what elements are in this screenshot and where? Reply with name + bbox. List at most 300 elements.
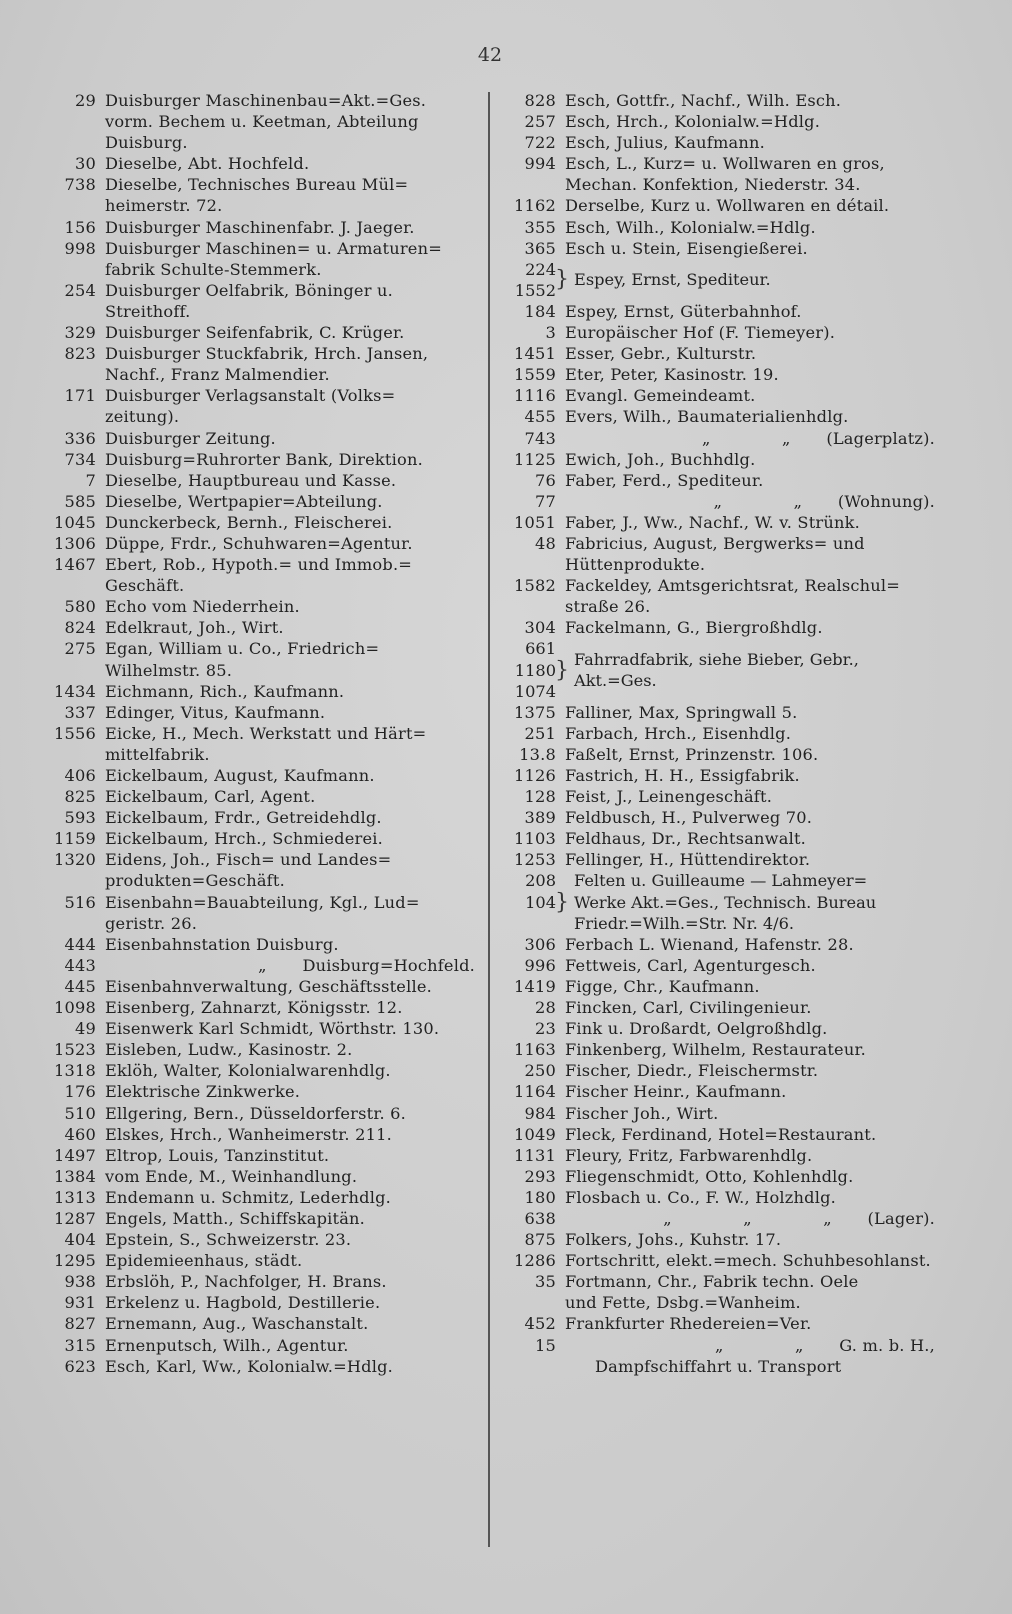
phone-number: 638: [524, 1208, 556, 1228]
list-item: [40, 1103, 475, 1124]
entry-line: Fortmann, Chr., Fabrik techn. Oele: [565, 1272, 859, 1292]
phone-number: 623: [64, 1356, 96, 1376]
entry-text: [105, 280, 475, 322]
entry-line: Endemann u. Schmitz, Lederhdlg.: [105, 1187, 392, 1207]
ditto-mark: „: [258, 955, 267, 975]
entry-line: Eisenbahnverwaltung, Geschäftsstelle.: [105, 976, 432, 996]
list-item: [500, 491, 935, 512]
phone-number: 996: [524, 955, 556, 975]
entry-line: Farbach, Hrch., Eisenhdlg.: [565, 723, 792, 743]
entry-text: [105, 1271, 475, 1292]
phone-number: 30: [75, 154, 96, 174]
phone-number: 23: [535, 1019, 556, 1039]
entry-line-text: (Wohnung).: [837, 491, 935, 511]
entry-text: [565, 828, 935, 849]
list-item: [40, 1250, 475, 1271]
grouped-entry: [500, 870, 935, 933]
entry-text: [565, 1335, 935, 1377]
phone-number: 1582: [514, 576, 556, 596]
entry-line: Duisburger Zeitung.: [105, 428, 276, 448]
entry-text: [105, 1292, 475, 1313]
list-item: [500, 765, 935, 786]
entry-text: [565, 1124, 935, 1145]
phone-number: 1162: [514, 196, 556, 216]
list-item: [40, 723, 475, 765]
list-item: [40, 280, 475, 322]
entry-text: [565, 786, 935, 807]
entry-line: Fortschritt, elekt.=mech. Schuhbesohlanst.: [565, 1251, 931, 1271]
entry-text: [105, 1039, 475, 1060]
phone-number: 1180: [514, 660, 556, 680]
entry-line: Fellinger, H., Hüttendirektor.: [565, 850, 811, 870]
list-item: [500, 1229, 935, 1250]
entry-line: Ewich, Joh., Buchhdlg.: [565, 449, 756, 469]
entry-text: [565, 1187, 935, 1208]
entry-line: Mechan. Konfektion, Niederstr. 34.: [565, 175, 861, 195]
entry-line: vorm. Bechem u. Keetman, Abteilung: [105, 112, 419, 132]
entry-line: Fischer Joh., Wirt.: [565, 1103, 719, 1123]
list-item: [40, 428, 475, 449]
phone-number: 306: [524, 934, 556, 954]
entry-text: [105, 997, 475, 1018]
phone-number: 743: [524, 428, 556, 448]
entry-line: Eickelbaum, August, Kaufmann.: [105, 766, 375, 785]
list-item: [40, 596, 475, 617]
entry-text: [105, 1313, 475, 1334]
entry-line: Duisburger Seifenfabrik, C. Krüger.: [105, 323, 405, 343]
entry-text: [565, 1250, 935, 1271]
phone-number: 35: [535, 1272, 556, 1292]
entry-line: Egan, William u. Co., Friedrich=: [105, 639, 380, 659]
list-item: [500, 723, 935, 744]
entry-text: [565, 195, 935, 216]
phone-number: 994: [524, 154, 556, 174]
left-column: [40, 90, 475, 1377]
entry-line: mittelfabrik.: [105, 744, 210, 764]
entry-text: [105, 217, 475, 238]
list-item: [40, 385, 475, 427]
entry-line: Geschäft.: [105, 576, 185, 596]
list-item: [40, 1081, 475, 1102]
entry-line: Duisburger Maschinenfabr. J. Jaeger.: [105, 217, 415, 237]
phone-number: 828: [524, 91, 556, 110]
list-item: [40, 807, 475, 828]
phone-number: 593: [64, 808, 96, 828]
list-item: [500, 702, 935, 723]
entry-line: Felten u. Guilleaume — Lahmeyer=: [574, 871, 868, 891]
list-item: [40, 491, 475, 512]
phone-number: 257: [524, 112, 556, 132]
list-item: [40, 238, 475, 280]
phone-number: 1552: [514, 280, 556, 300]
list-item: [40, 217, 475, 238]
phone-number: 49: [75, 1019, 96, 1039]
entry-text: [105, 934, 475, 955]
phone-number: 827: [64, 1314, 96, 1334]
list-item: [40, 1166, 475, 1187]
list-item: [500, 217, 935, 238]
list-item: [40, 322, 475, 343]
entry-line: Eickelbaum, Hrch., Schmiederei.: [105, 829, 383, 849]
entry-line: Fastrich, H. H., Essigfabrik.: [565, 766, 800, 785]
phone-number: 823: [64, 344, 96, 364]
entry-text: [565, 132, 935, 153]
phone-number: 1098: [54, 998, 96, 1018]
phone-number: 1306: [54, 533, 96, 553]
entry-line: Duisburg=Ruhrorter Bank, Direktion.: [105, 449, 423, 469]
phone-number: 1523: [54, 1040, 96, 1060]
entry-line: Hüttenprodukte.: [565, 555, 706, 575]
entry-text: [565, 153, 935, 195]
entry-text: [105, 828, 475, 849]
list-item: [500, 1103, 935, 1124]
phone-number: 516: [64, 892, 96, 912]
entry-line-text: G. m. b. H.,: [839, 1335, 935, 1355]
entry-text: [565, 1060, 935, 1081]
list-item: [500, 322, 935, 343]
entry-line: Duisburger Oelfabrik, Böninger u.: [105, 280, 393, 300]
column-divider: [488, 92, 490, 1547]
entry-text: [105, 786, 475, 807]
entry-line: Eisenbahn=Bauabteilung, Kgl., Lud=: [105, 892, 420, 912]
phone-number: 875: [524, 1230, 556, 1250]
phone-number: 293: [524, 1166, 556, 1186]
entry-text: [565, 364, 935, 385]
entry-text: [105, 955, 475, 976]
entry-line: Nachf., Franz Malmendier.: [105, 365, 330, 385]
entry-line: Fleck, Ferdinand, Hotel=Restaurant.: [565, 1124, 877, 1144]
entry-text: [565, 617, 935, 638]
ditto-mark: „: [702, 428, 711, 448]
phone-number: 7: [85, 470, 96, 490]
phone-number: 1559: [514, 365, 556, 385]
entry-line: Dieselbe, Hauptbureau und Kasse.: [105, 470, 397, 490]
entry-line: [565, 491, 935, 512]
phone-number: 1074: [514, 681, 556, 701]
entry-line-text: (Lager).: [867, 1208, 935, 1228]
entry-text: [565, 934, 935, 955]
entry-text: [105, 238, 475, 280]
entry-text: [105, 1060, 475, 1081]
list-item: [500, 1187, 935, 1208]
entry-line: Erbslöh, P., Nachfolger, H. Brans.: [105, 1272, 387, 1292]
list-item: [40, 892, 475, 934]
entry-line: Streithoff.: [105, 301, 191, 321]
entry-text: [105, 533, 475, 554]
entry-line: Fischer, Diedr., Fleischermstr.: [565, 1061, 819, 1081]
entry-text: [105, 596, 475, 617]
list-item: [40, 1039, 475, 1060]
entry-text: [565, 111, 935, 132]
right-column: [500, 90, 935, 1377]
list-item: [500, 512, 935, 533]
entry-text: [565, 744, 935, 765]
list-item: [500, 1060, 935, 1081]
entry-text: [565, 1081, 935, 1102]
entry-line: [565, 1208, 935, 1229]
entry-line: zeitung).: [105, 407, 180, 427]
phone-number: 1131: [514, 1145, 556, 1165]
entry-text: [105, 976, 475, 997]
entry-text: [565, 470, 935, 491]
entry-line: Dunckerbeck, Bernh., Fleischerei.: [105, 512, 393, 532]
phone-number: 1045: [54, 512, 96, 532]
entry-text: [105, 449, 475, 470]
list-item: [40, 1018, 475, 1039]
list-item: [40, 997, 475, 1018]
entry-line: Flosbach u. Co., F. W., Holzhdlg.: [565, 1187, 836, 1207]
entry-line: Duisburger Stuckfabrik, Hrch. Jansen,: [105, 344, 429, 364]
entry-text: [105, 723, 475, 765]
list-item: [500, 533, 935, 575]
phone-number: 452: [524, 1314, 556, 1334]
phone-number: 156: [64, 217, 96, 237]
list-item: [40, 617, 475, 638]
entry-line: produkten=Geschäft.: [105, 871, 285, 891]
entry-numbers: [500, 870, 556, 933]
grouped-entry: [500, 259, 935, 301]
phone-number: 250: [524, 1061, 556, 1081]
entry-line: Eisenbahnstation Duisburg.: [105, 934, 339, 954]
entry-line: [565, 428, 935, 449]
entry-line: Eklöh, Walter, Kolonialwarenhdlg.: [105, 1061, 391, 1081]
phone-number: 406: [64, 766, 96, 785]
entry-line: Duisburger Maschinen= u. Armaturen=: [105, 238, 442, 258]
list-item: [500, 997, 935, 1018]
entry-line: Fincken, Carl, Civilingenieur.: [565, 998, 812, 1018]
entry-text: [105, 1208, 475, 1229]
phone-number: 825: [64, 787, 96, 807]
list-item: [500, 343, 935, 364]
entry-line: Akt.=Ges.: [574, 671, 657, 691]
entry-line: [105, 955, 475, 976]
entry-line: Ferbach L. Wienand, Hafenstr. 28.: [565, 934, 854, 954]
entry-line: Werke Akt.=Ges., Technisch. Bureau: [574, 892, 877, 912]
entry-line: vom Ende, M., Weinhandlung.: [105, 1166, 358, 1186]
phone-number: 1497: [54, 1145, 96, 1165]
entry-line: Fabricius, August, Bergwerks= und: [565, 533, 865, 553]
entry-line: Wilhelmstr. 85.: [105, 660, 233, 680]
list-item: [500, 1039, 935, 1060]
phone-number: 1318: [54, 1061, 96, 1081]
entry-line: Esch u. Stein, Eisengießerei.: [565, 238, 808, 258]
entry-line: Ebert, Rob., Hypoth.= und Immob.=: [105, 555, 413, 575]
phone-number: 938: [64, 1272, 96, 1292]
phone-number: 984: [524, 1103, 556, 1123]
entry-text: [105, 681, 475, 702]
ditto-mark: „: [743, 1208, 752, 1228]
entry-text: [105, 617, 475, 638]
entry-line: Duisburger Verlagsanstalt (Volks=: [105, 386, 396, 406]
phone-number: 445: [64, 976, 96, 996]
phone-number: 254: [64, 280, 96, 300]
entry-text: [105, 428, 475, 449]
phone-number: 931: [64, 1293, 96, 1313]
entry-text: [105, 1356, 475, 1377]
entry-text: [105, 807, 475, 828]
entry-text: [565, 702, 935, 723]
list-item: [40, 533, 475, 554]
brace-icon: }: [555, 267, 569, 293]
entry-text: [565, 301, 935, 322]
phone-number: 404: [64, 1230, 96, 1250]
entry-line: Eisenberg, Zahnarzt, Königsstr. 12.: [105, 998, 403, 1018]
entry-line: Epidemieenhaus, städt.: [105, 1251, 303, 1271]
phone-number: 184: [524, 301, 556, 321]
entry-text: [568, 259, 935, 301]
phone-number: 389: [524, 808, 556, 828]
entry-line: Edelkraut, Joh., Wirt.: [105, 618, 284, 638]
entry-line: Fahrradfabrik, siehe Bieber, Gebr.,: [574, 649, 859, 669]
list-item: [500, 976, 935, 997]
entry-text: [565, 849, 935, 870]
phone-number: 29: [75, 91, 96, 110]
entry-text: [105, 892, 475, 934]
entry-text: [565, 1229, 935, 1250]
list-item: [500, 1166, 935, 1187]
entry-text: [105, 491, 475, 512]
entry-text: [105, 1124, 475, 1145]
phone-number: 1163: [514, 1040, 556, 1060]
entry-text: [105, 512, 475, 533]
page-number: 42: [477, 44, 503, 66]
entry-text: [565, 1166, 935, 1187]
entry-text: [565, 1208, 935, 1229]
list-item: [40, 1145, 475, 1166]
entry-line: Ernemann, Aug., Waschanstalt.: [105, 1314, 369, 1334]
list-item: [500, 153, 935, 195]
entry-line: Feldhaus, Dr., Rechtsanwalt.: [565, 829, 807, 849]
phone-number: 1434: [54, 681, 96, 701]
list-item: [40, 849, 475, 891]
entry-text: [105, 1166, 475, 1187]
ditto-mark: „: [782, 428, 791, 448]
entry-text: [565, 533, 935, 575]
phone-number: 1287: [54, 1208, 96, 1228]
ditto-mark: „: [794, 1335, 804, 1355]
entry-text: [565, 491, 935, 512]
phone-number: 224: [525, 259, 556, 279]
list-item: [500, 449, 935, 470]
list-item: [500, 364, 935, 385]
entry-line: Edinger, Vitus, Kaufmann.: [105, 702, 326, 722]
entry-line: Figge, Chr., Kaufmann.: [565, 976, 760, 996]
phone-number: 171: [64, 386, 96, 406]
entry-line: Finkenberg, Wilhelm, Restaurateur.: [565, 1040, 866, 1060]
entry-text: [565, 512, 935, 533]
phone-number: 77: [535, 491, 556, 511]
entry-line: Europäischer Hof (F. Tiemeyer).: [565, 323, 836, 343]
phone-number: 336: [64, 428, 96, 448]
list-item: [40, 955, 475, 976]
ditto-mark: „: [713, 491, 723, 511]
entry-line: Evangl. Gemeindeamt.: [565, 386, 756, 406]
ditto-mark: „: [714, 1335, 724, 1355]
entry-line-text: Duisburg=Hochfeld.: [302, 955, 475, 975]
list-item: [40, 554, 475, 596]
entry-line: Eisenwerk Karl Schmidt, Wörthstr. 130.: [105, 1019, 440, 1039]
entry-line: Esch, Gottfr., Nachf., Wilh. Esch.: [565, 91, 842, 110]
entry-line: Echo vom Niederrhein.: [105, 597, 300, 617]
entry-text: [105, 765, 475, 786]
entry-line: Feist, J., Leinengeschäft.: [565, 787, 773, 807]
entry-line: Duisburger Maschinenbau=Akt.=Ges.: [105, 91, 427, 110]
entry-text: [568, 870, 935, 933]
phone-number: 1419: [514, 976, 556, 996]
list-item: [40, 174, 475, 216]
entry-line: Derselbe, Kurz u. Wollwaren en détail.: [565, 196, 890, 216]
list-item: [500, 406, 935, 427]
entry-line-text: (Lagerplatz).: [826, 428, 935, 448]
entry-text: [565, 406, 935, 427]
entry-line: [565, 1335, 935, 1356]
list-item: [500, 828, 935, 849]
phone-number: 104: [525, 892, 556, 912]
list-item: [500, 111, 935, 132]
phone-number: 1286: [514, 1251, 556, 1271]
entry-text: [105, 849, 475, 891]
phone-number: 315: [64, 1335, 96, 1355]
phone-number: 1467: [54, 555, 96, 575]
entry-text: [105, 1229, 475, 1250]
list-item: [500, 470, 935, 491]
phone-number: 1125: [514, 449, 556, 469]
entry-line: Faber, J., Ww., Nachf., W. v. Strünk.: [565, 512, 860, 532]
phone-number: 208: [525, 871, 556, 891]
entry-text: [565, 1145, 935, 1166]
entry-line: Fleury, Fritz, Farbwarenhdlg.: [565, 1145, 813, 1165]
entry-line: Ernenputsch, Wilh., Agentur.: [105, 1335, 349, 1355]
entry-line: Esch, Julius, Kaufmann.: [565, 133, 765, 153]
entry-line: geristr. 26.: [105, 913, 198, 933]
entry-line: Feldbusch, H., Pulverweg 70.: [565, 808, 813, 828]
phone-number: 661: [525, 639, 556, 659]
list-item: [500, 744, 935, 765]
entry-line: Epstein, S., Schweizerstr. 23.: [105, 1230, 352, 1250]
entry-line: Friedr.=Wilh.=Str. Nr. 4/6.: [574, 913, 795, 933]
entry-text: [105, 702, 475, 723]
phone-number: 1313: [54, 1187, 96, 1207]
entry-line: Fackeldey, Amtsgerichtsrat, Realschul=: [565, 576, 900, 596]
phone-number: 1051: [514, 512, 556, 532]
entry-line: Fink u. Droßardt, Oelgroßhdlg.: [565, 1019, 828, 1039]
list-item: [40, 1124, 475, 1145]
entry-line: Elektrische Zinkwerke.: [105, 1082, 301, 1102]
phone-number: 329: [64, 323, 96, 343]
entry-line: Folkers, Johs., Kuhstr. 17.: [565, 1230, 782, 1250]
list-item: [40, 512, 475, 533]
entry-text: [105, 1335, 475, 1356]
entry-text: [105, 1081, 475, 1102]
phone-number: 460: [64, 1124, 96, 1144]
list-item: [40, 1292, 475, 1313]
entry-text: [565, 723, 935, 744]
entry-line: Eidens, Joh., Fisch= und Landes=: [105, 850, 392, 870]
list-item: [500, 1271, 935, 1313]
entry-text: [565, 1018, 935, 1039]
entry-line: Fischer Heinr., Kaufmann.: [565, 1082, 787, 1102]
entry-line: Fliegenschmidt, Otto, Kohlenhdlg.: [565, 1166, 854, 1186]
entry-line: und Fette, Dsbg.=Wanheim.: [565, 1293, 801, 1313]
entry-line: Eisleben, Ludw., Kasinostr. 2.: [105, 1040, 353, 1060]
entry-text: [105, 385, 475, 427]
entry-line: Evers, Wilh., Baumaterialienhdlg.: [565, 407, 849, 427]
phone-number: 824: [64, 618, 96, 638]
list-item: [40, 90, 475, 153]
entry-text: [565, 385, 935, 406]
grouped-entry: [500, 638, 935, 701]
entry-line: Esch, Wilh., Kolonialw.=Hdlg.: [565, 217, 816, 237]
